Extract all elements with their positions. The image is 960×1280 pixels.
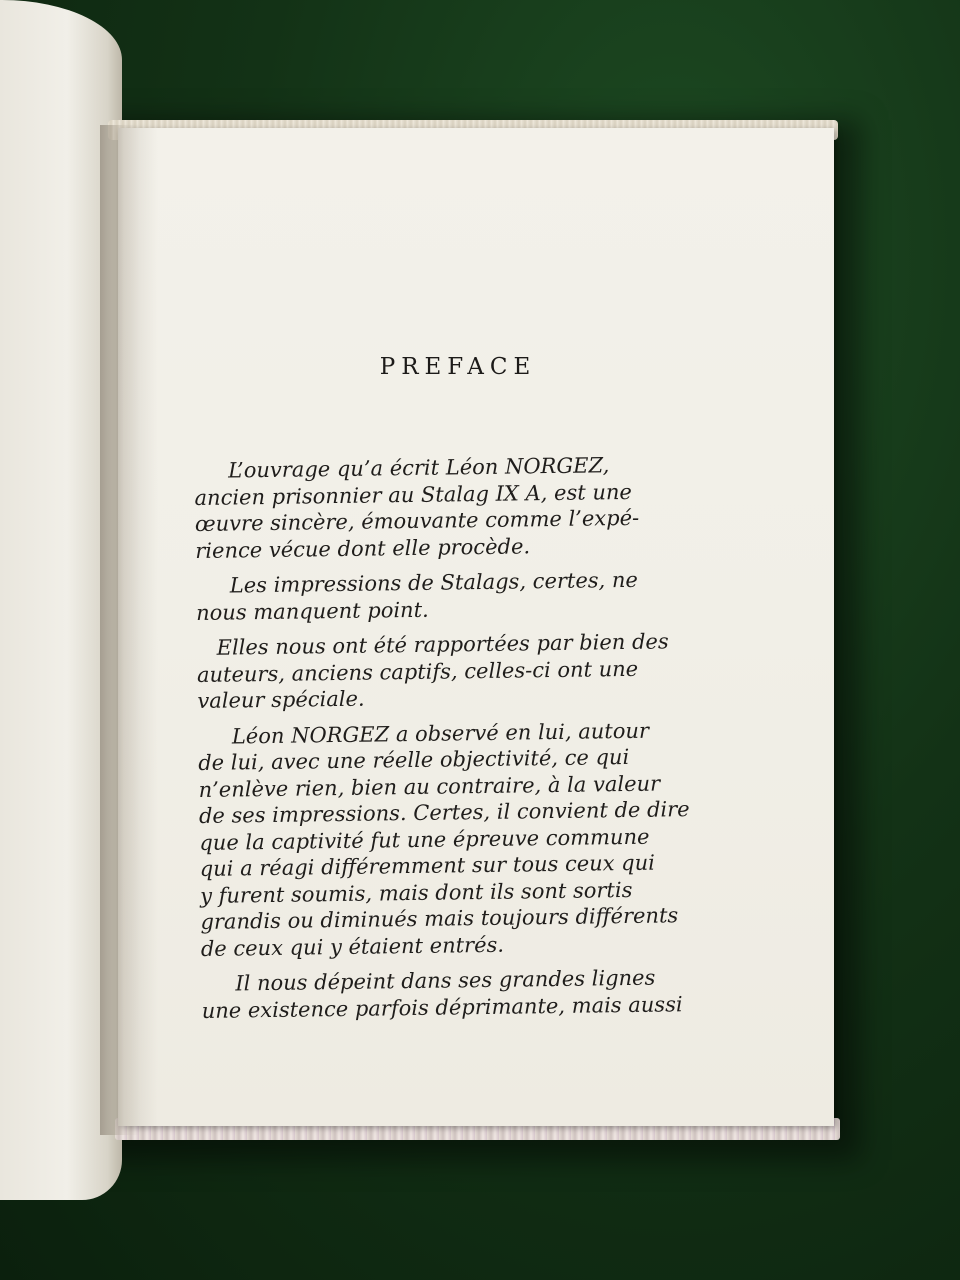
text-line: que la captivité fut une épreuve commune — [199, 824, 650, 855]
paragraph-4 — [198, 716, 713, 962]
paragraph-3 — [196, 628, 709, 715]
text-line: œuvre sincère, émouvante comme l’expé- — [194, 505, 640, 536]
page-title: PREFACE — [379, 354, 537, 380]
text-line: Il nous dépeint dans ses grandes lignes — [235, 965, 656, 996]
text-line: une existence parfois déprimante, mais aussi — [201, 991, 683, 1023]
paragraph-1 — [194, 451, 707, 564]
text-line: Elles nous ont été rapportées par bien des — [216, 629, 669, 660]
text-line: valeur spéciale. — [197, 686, 365, 713]
text-line: y furent soumis, mais dont ils sont sortis — [199, 877, 633, 908]
book-gutter — [100, 125, 140, 1135]
text-line: de lui, avec une réelle objectivité, ce qui — [198, 744, 630, 775]
text-line: qui a réagi différemment sur tous ceux qui — [199, 850, 656, 881]
text-line: nous manquent point. — [195, 597, 429, 625]
text-line: de ses impressions. Certes, il convient de dire — [198, 797, 690, 828]
text-line: grandis ou diminués mais toujours différents — [200, 903, 679, 934]
text-line: n’enlève rien, bien au contraire, à la valeur — [198, 771, 661, 802]
text-line: rience vécue dont elle procède. — [195, 533, 531, 563]
text-line: ancien prisonnier au Stalag IX A, est une — [194, 479, 633, 510]
paragraph-5 — [201, 964, 714, 1024]
text-line: auteurs, anciens captifs, celles-ci ont une — [196, 656, 639, 687]
text-line: Les impressions de Stalags, certes, ne — [229, 567, 639, 598]
book-page — [118, 128, 834, 1126]
paragraph-2 — [196, 566, 709, 626]
preface-text — [194, 451, 714, 1024]
text-line: Léon NORGEZ a observé en lui, autour — [231, 718, 650, 748]
text-line: de ceux qui y étaient entrés. — [200, 932, 505, 961]
text-line: L’ouvrage qu’a écrit Léon NORGEZ, — [228, 453, 610, 483]
